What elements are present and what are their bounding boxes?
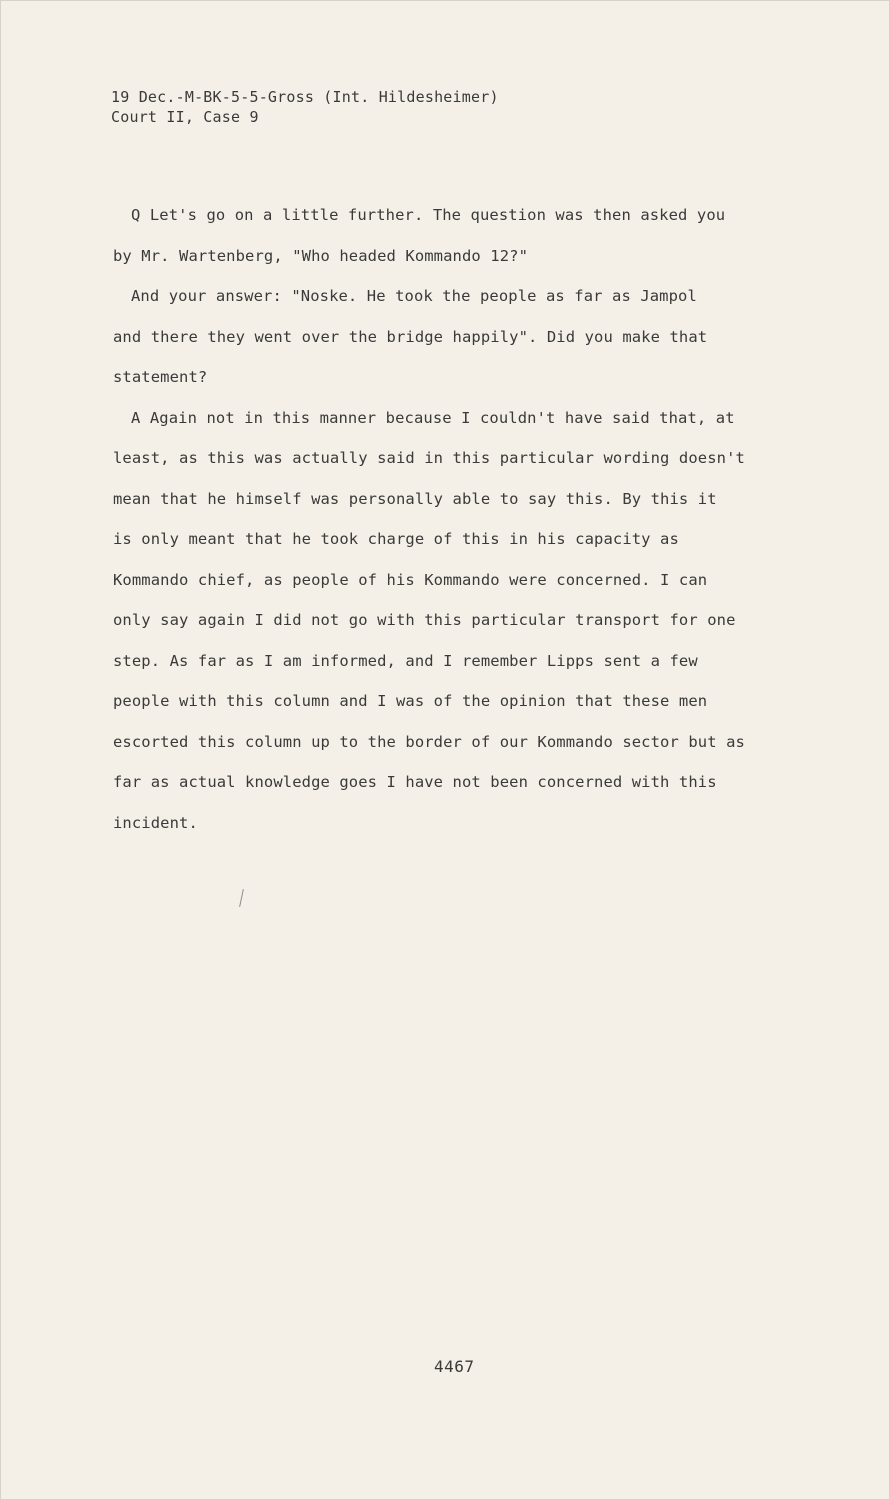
transcript-body: [113, 195, 773, 843]
transcript-line: least, as this was actually said in this particular wording doesn't: [113, 449, 745, 467]
transcript-line: people with this column and I was of the opinion that these men: [113, 692, 708, 710]
transcript-line: Q Let's go on a little further. The question was then asked you: [131, 206, 726, 224]
transcript-line: A Again not in this manner because I couldn't have said that, at: [131, 408, 735, 427]
transcript-line: is only meant that he took charge of this in his capacity as: [113, 530, 679, 548]
transcript-line: by Mr. Wartenberg, "Who headed Kommando 12?": [113, 246, 528, 265]
page-number: 4467: [434, 1357, 475, 1376]
document-header: [111, 87, 499, 127]
transcript-line: step. As far as I am informed, and I remember Lipps sent a few: [113, 651, 698, 670]
header-line-date-reference: 19 Dec.-M-BK-5-5-Gross (Int. Hildesheimer): [111, 88, 499, 106]
transcript-line: statement?: [113, 368, 208, 386]
transcript-line: and there they went over the bridge happily". Did you make that: [113, 327, 708, 346]
transcript-line: Kommando chief, as people of his Kommando were concerned. I can: [113, 570, 708, 589]
header-line-court-case: Court II, Case 9: [111, 108, 259, 126]
transcript-line: incident.: [113, 813, 198, 832]
stray-pencil-mark: [239, 889, 244, 907]
transcript-line: far as actual knowledge goes I have not been concerned with this: [113, 773, 717, 791]
transcript-line: only say again I did not go with this particular transport for one: [113, 611, 736, 629]
transcript-line: escorted this column up to the border of our Kommando sector but as: [113, 732, 745, 751]
transcript-line: And your answer: "Noske. He took the people as far as Jampol: [131, 287, 697, 305]
transcript-line: mean that he himself was personally able to say this. By this it: [113, 489, 717, 508]
